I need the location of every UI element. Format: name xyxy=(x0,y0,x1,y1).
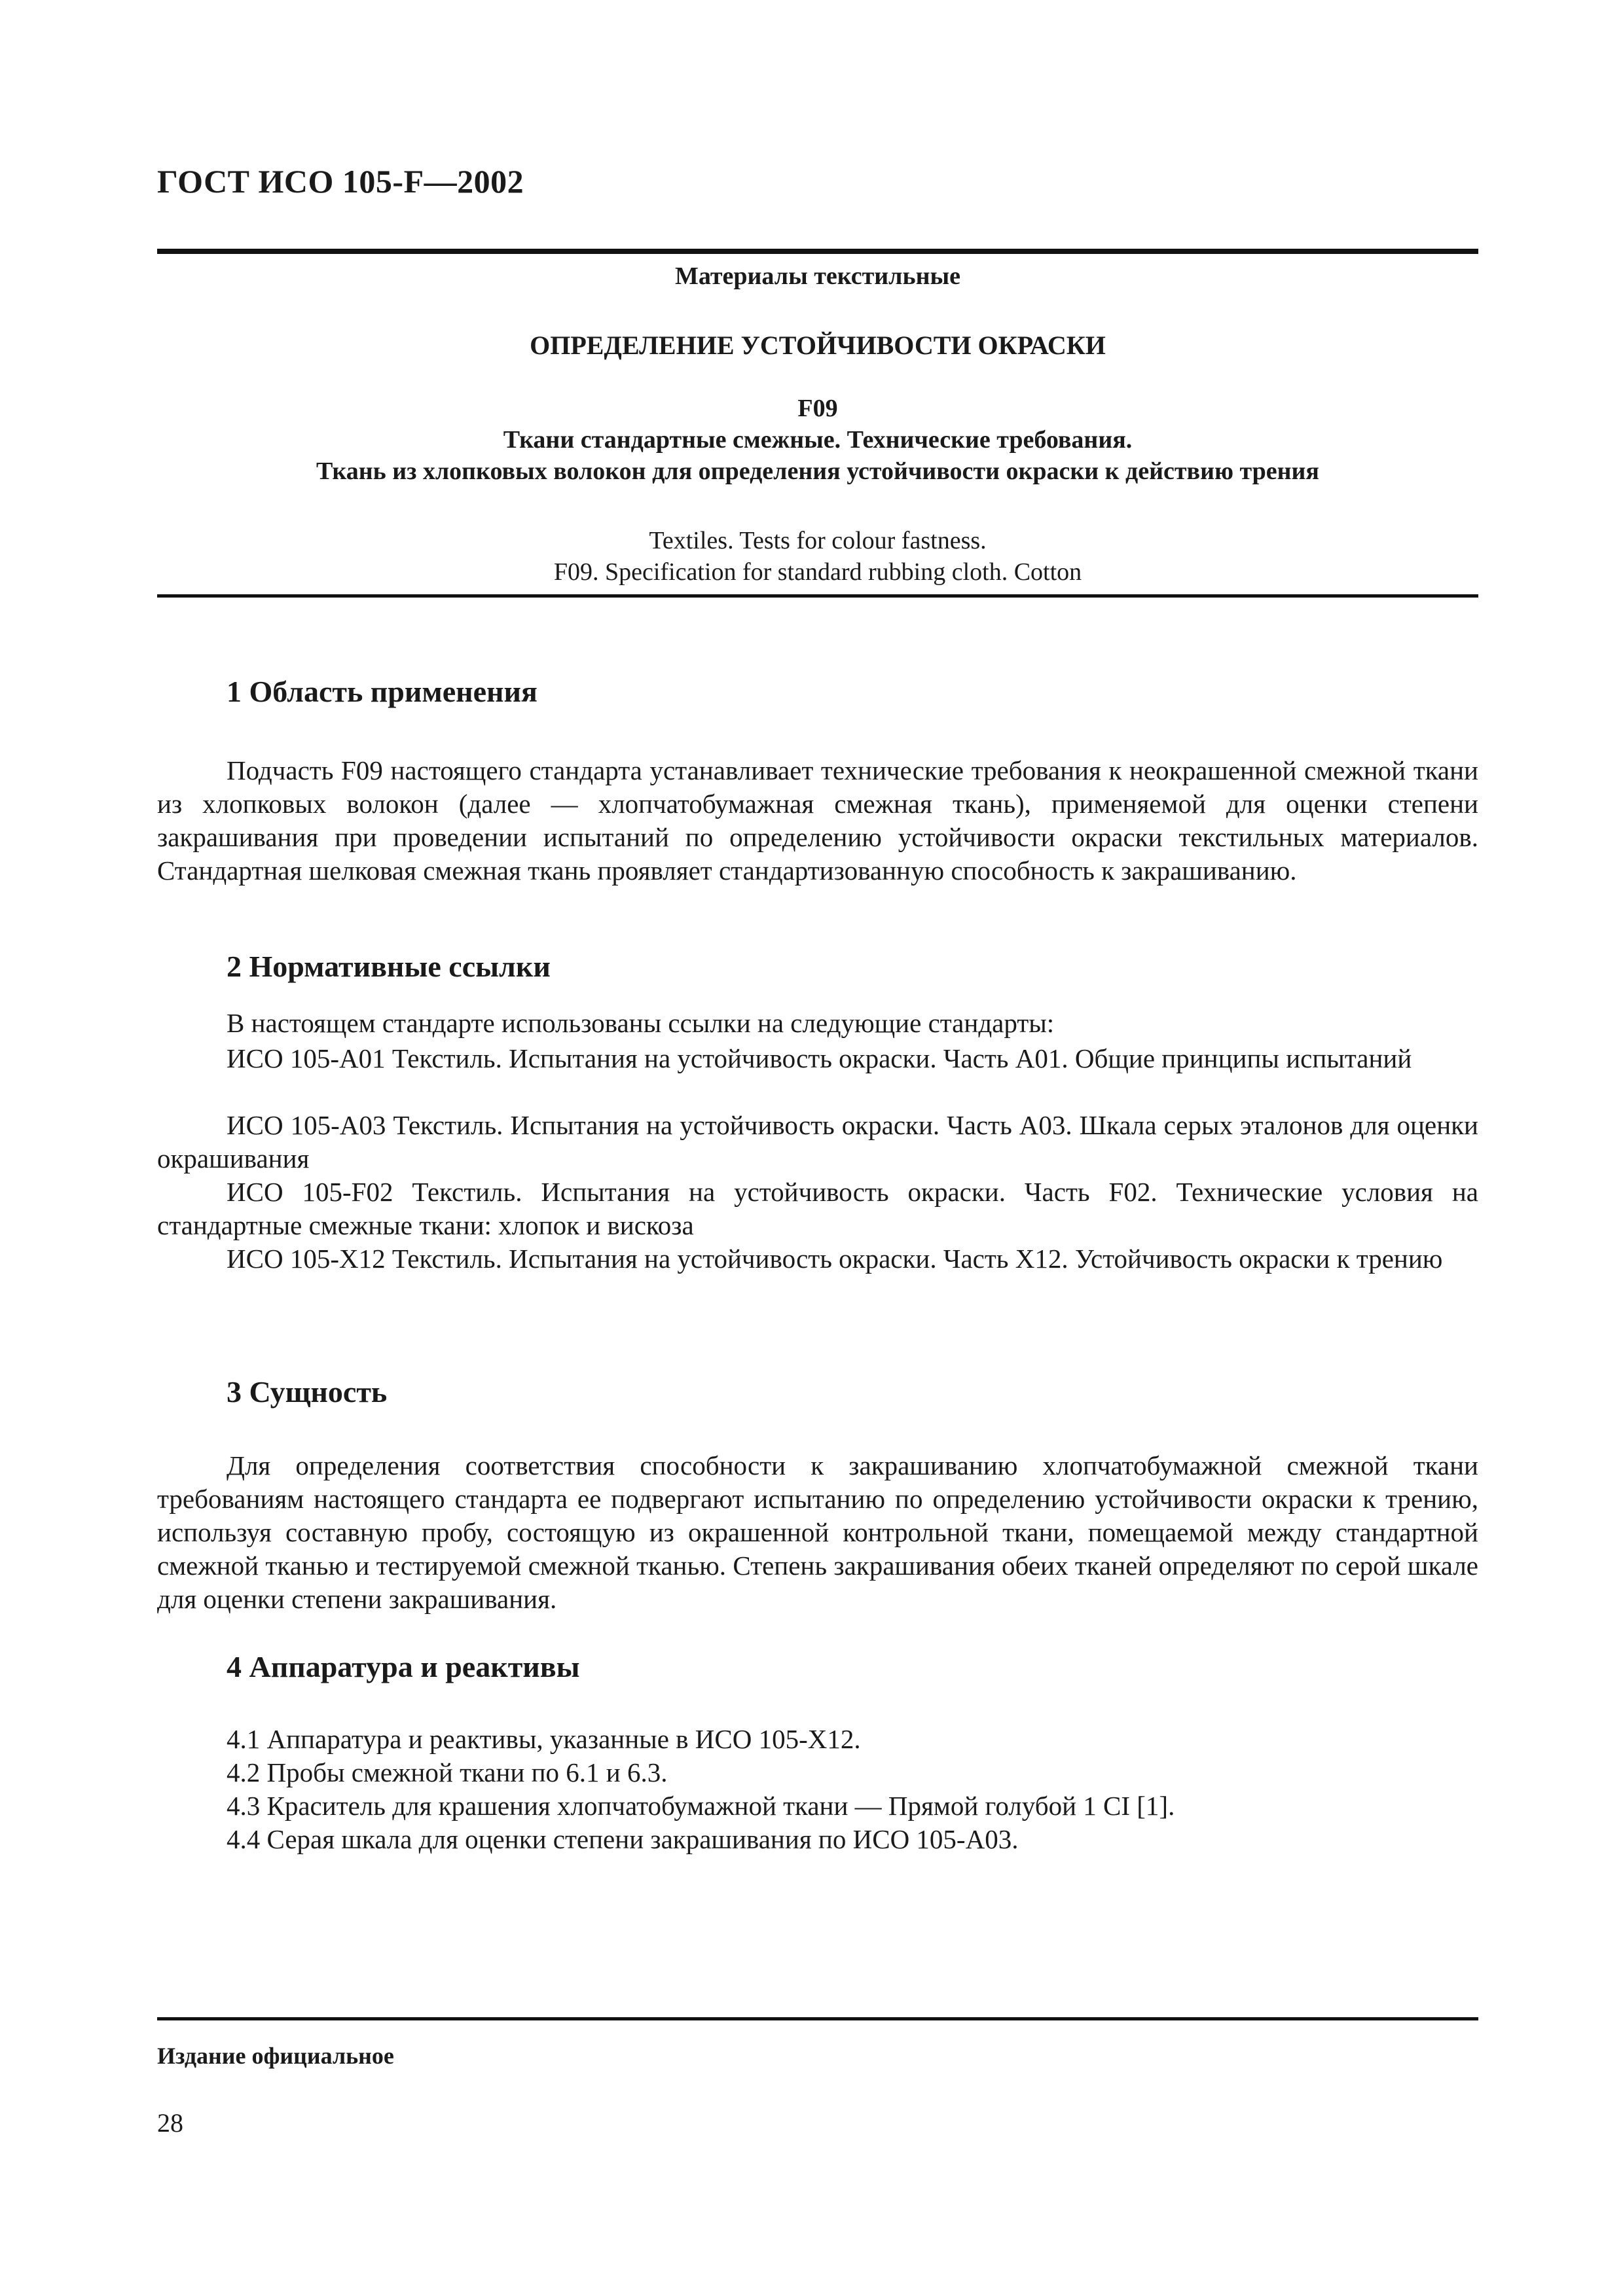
footer-rule xyxy=(157,2017,1478,2020)
english-title-line1: Textiles. Tests for colour fastness. xyxy=(649,527,987,554)
standard-header xyxy=(157,260,1478,292)
list-item: 4.4 Серая шкала для оценки степени закрашивания по ИСО 105-А03. xyxy=(227,1824,1019,1854)
section-3-text: Для определения соответствия способности к закрашиванию хлопчатобумажной смежной ткани требованиям настоящего стандарта ее подвергают испытанию по определению устойчивости окраски к трению, используя составную пробу, состоящую из окрашенной контрольной ткани, помещаемой между стандартной смежной тканью и тестируемой смежной тканью. Степень закрашивания обеих тканей определяют по серой шкале для оценки степени закрашивания. xyxy=(157,1450,1478,1614)
list-item: 4.1 Аппаратура и реактивы, указанные в ИСО 105-Х12. xyxy=(227,1724,861,1754)
reference-item: ИСО 105-F02 Текстиль. Испытания на устойчивость окраски. Часть F02. Технические условия на стандартные смежные ткани: хлопок и вискоза xyxy=(157,1177,1478,1240)
section-1-text: Подчасть F09 настоящего стандарта устанавливает технические требования к неокрашенной смежной ткани из хлопковых волокон (далее — хлопчатобумажная смежная ткань), применяемой для оценки степени закрашивания при проведении испытаний по определению устойчивости окраски текстильных материалов. Стандартная шелковая смежная ткань проявляет стандартизованную способность к закрашиванию. xyxy=(157,755,1478,886)
section-1-title: 1 Область применения xyxy=(227,675,538,708)
standard-title: ОПРЕДЕЛЕНИЕ УСТОЙЧИВОСТИ ОКРАСКИ xyxy=(530,331,1106,360)
category-label: Материалы текстильные xyxy=(674,262,961,290)
english-title-block xyxy=(157,525,1478,588)
english-title-line2: F09. Specification for standard rubbing cloth. Cotton xyxy=(553,558,1082,586)
section-3-title: 3 Сущность xyxy=(227,1375,388,1408)
header-top-rule xyxy=(157,249,1478,254)
header-bottom-rule xyxy=(157,594,1478,598)
official-edition-note: Издание официальное xyxy=(157,2043,394,2069)
standard-title-block xyxy=(157,330,1478,361)
list-item: 4.3 Краситель для крашения хлопчатобумажной ткани — Прямой голубой 1 CI [1]. xyxy=(227,1791,1175,1821)
section-2-intro: В настоящем стандарте использованы ссылки на следующие стандарты: xyxy=(227,1008,1055,1038)
list-item: 4.2 Пробы смежной ткани по 6.1 и 6.3. xyxy=(227,1757,668,1787)
page-number: 28 xyxy=(157,2108,183,2138)
standard-subtitle-line2: Ткань из хлопковых волокон для определения устойчивости окраски к действию трения xyxy=(316,457,1319,485)
standard-part-block xyxy=(157,393,1478,487)
reference-item: ИСО 105-Х12 Текстиль. Испытания на устойчивость окраски. Часть Х12. Устойчивость окраски к трению xyxy=(227,1244,1443,1274)
standard-part: F09 xyxy=(797,395,838,422)
standard-subtitle-line1: Ткани стандартные смежные. Технические требования. xyxy=(503,426,1133,454)
document-code: ГОСТ ИСО 105-F—2002 xyxy=(157,163,524,200)
section-4-title: 4 Аппаратура и реактивы xyxy=(227,1650,580,1683)
section-2-title: 2 Нормативные ссылки xyxy=(227,950,551,983)
reference-item: ИСО 105-А03 Текстиль. Испытания на устойчивость окраски. Часть А03. Шкала серых эталонов для оценки окрашивания xyxy=(157,1110,1478,1174)
reference-item: ИСО 105-А01 Текстиль. Испытания на устойчивость окраски. Часть А01. Общие принципы испытаний xyxy=(227,1043,1412,1073)
